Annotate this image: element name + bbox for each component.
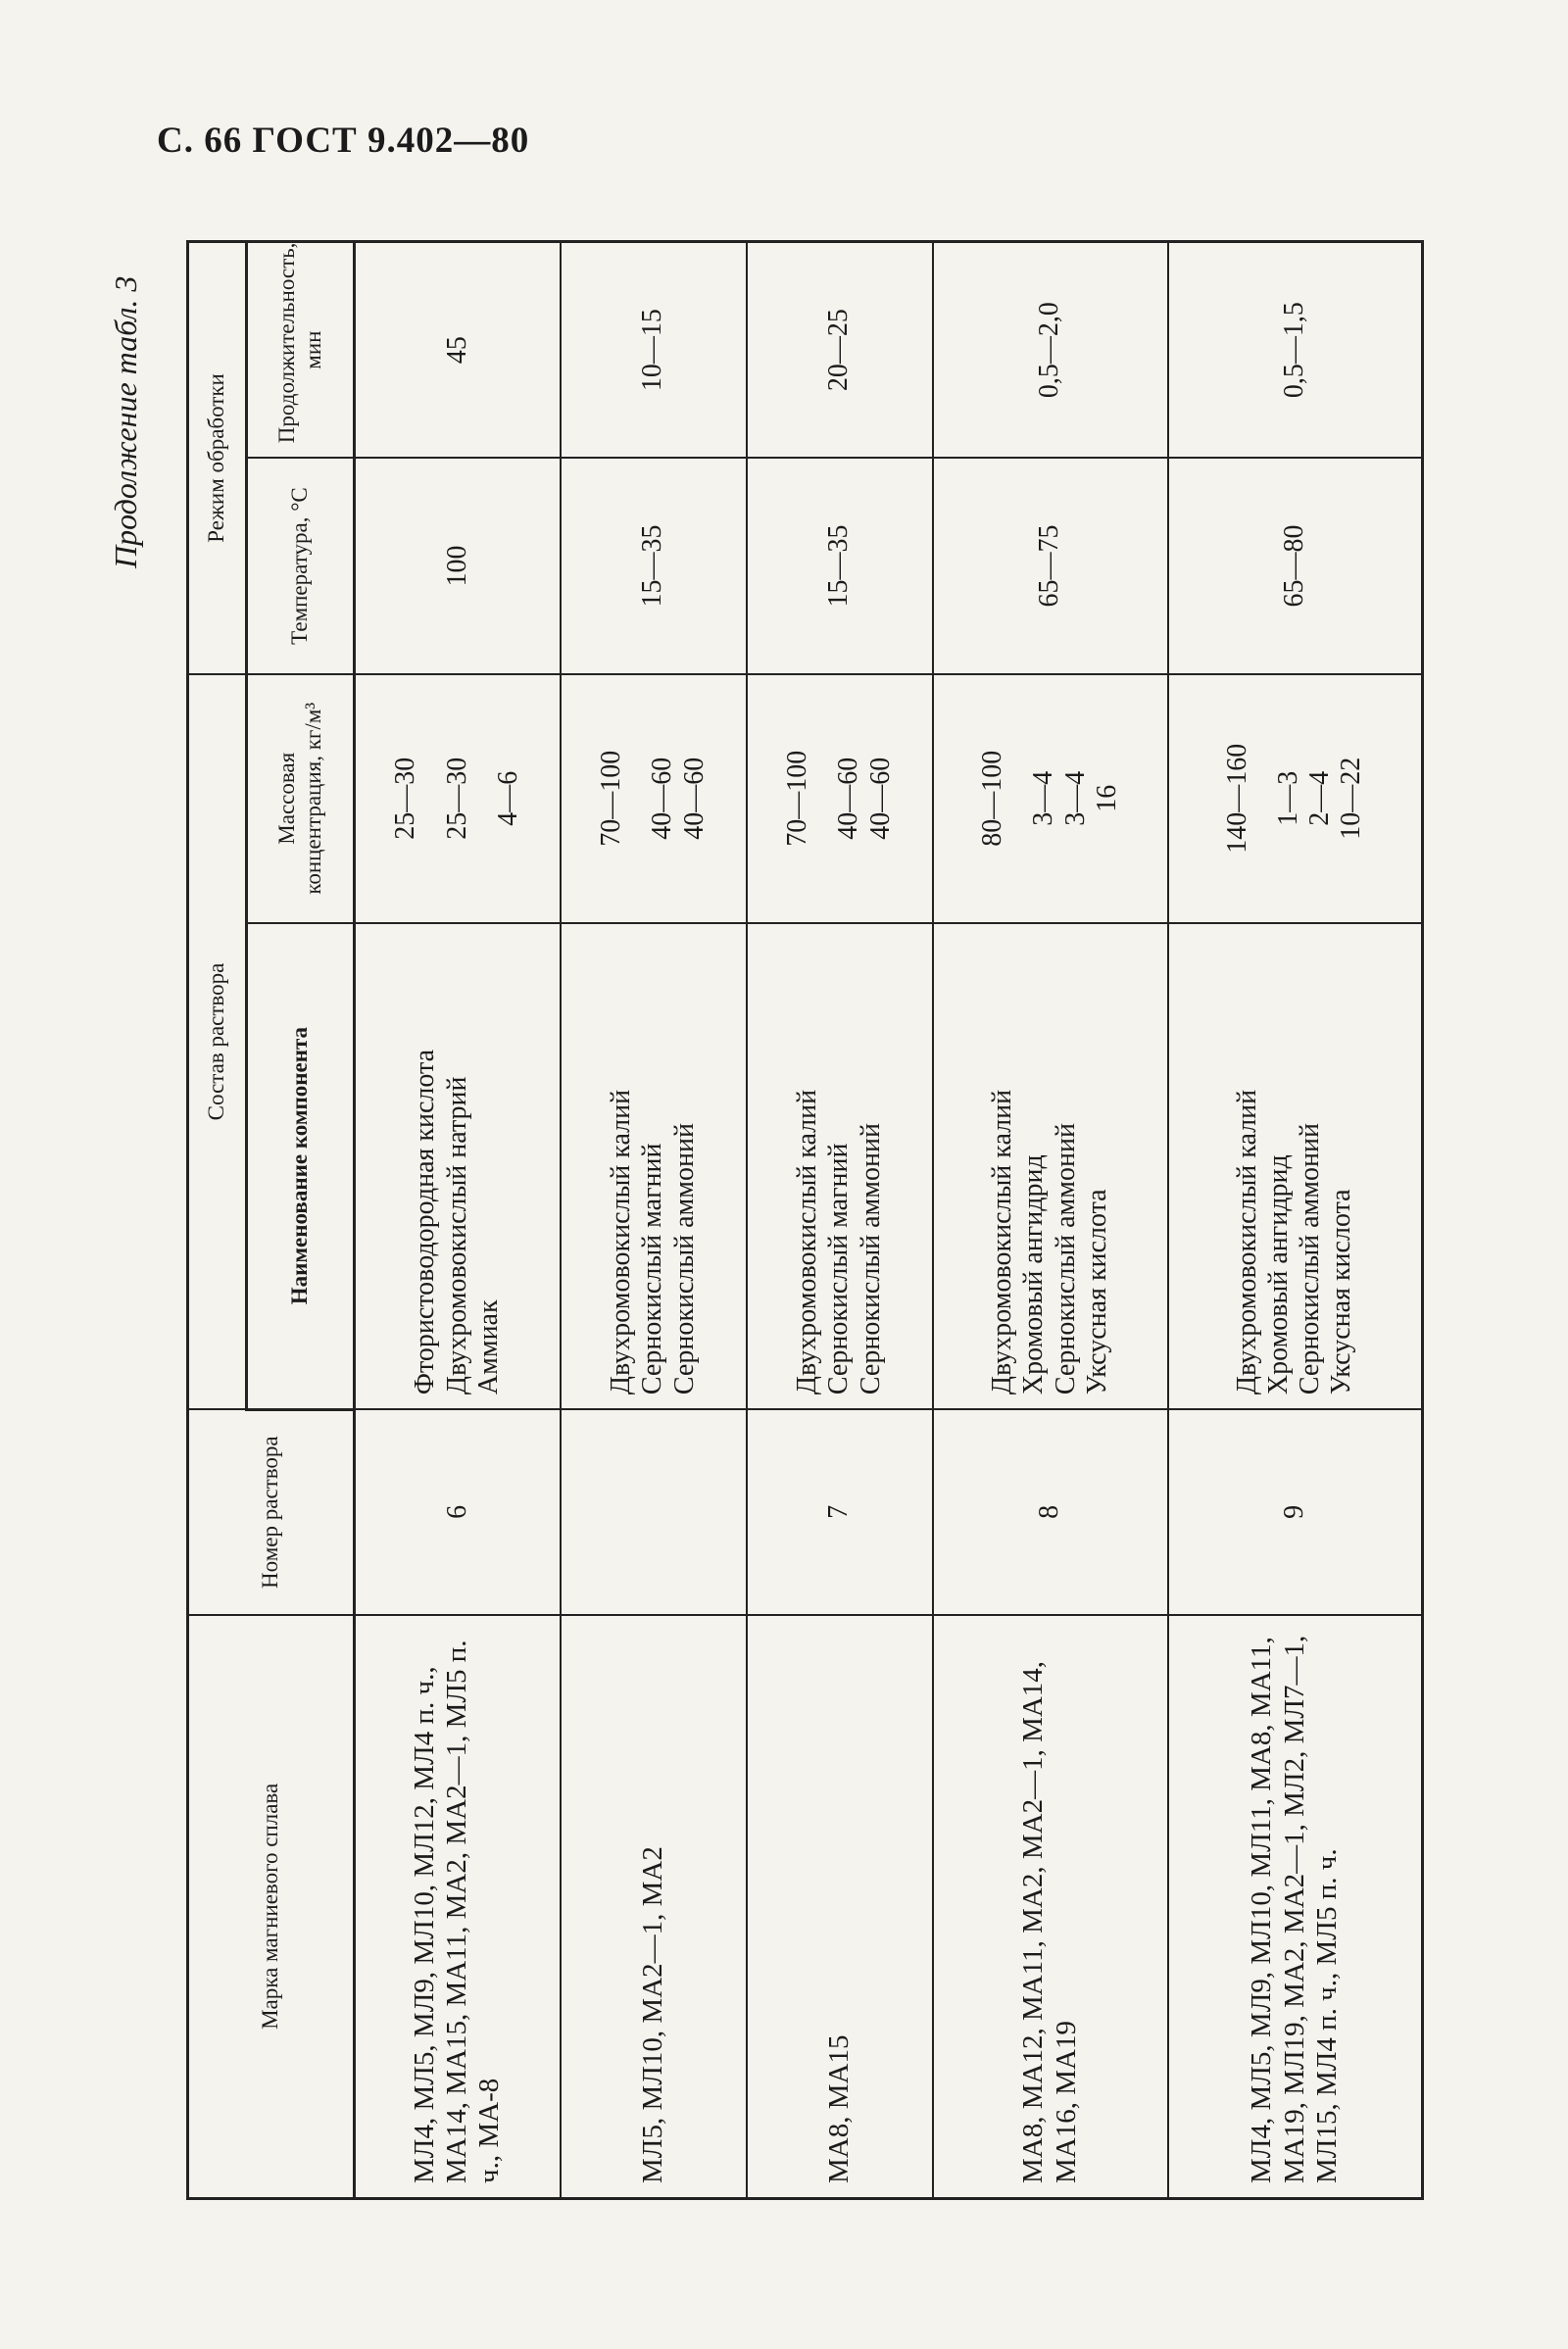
- alloy-cell: МА8, МА12, МА11, МА2, МА2—1, МА14, МА16, МА19: [933, 1615, 1168, 2199]
- concentration-item: 10—22: [1336, 757, 1367, 840]
- component-item: Двухромовокислый натрий: [441, 1076, 472, 1395]
- duration-cell: 0,5—2,0: [933, 242, 1168, 459]
- concentration-item: 40—60: [678, 757, 710, 840]
- component-item: Двухромовокислый калий: [987, 1089, 1018, 1395]
- table-row: [1168, 242, 1423, 2199]
- temperature-cell: 15—35: [747, 458, 933, 674]
- concentration-cell: [355, 674, 561, 923]
- concentration-item: 1—3: [1273, 770, 1304, 826]
- component-item: Уксусная кислота: [1081, 1189, 1112, 1395]
- component-item: Сернокислый магний: [823, 1143, 855, 1395]
- header-mode: Режим обработки: [188, 242, 247, 674]
- header-composition: Состав раствора: [188, 674, 247, 1409]
- header-temperature: Температура, °С: [247, 458, 355, 674]
- component-item: Двухромовокислый калий: [606, 1089, 637, 1395]
- table-caption: Продолжение табл. 3: [108, 275, 143, 568]
- component-item: Сернокислый аммоний: [1295, 1123, 1326, 1395]
- header-duration: Продолжительность, мин: [247, 242, 355, 459]
- temperature-cell: 15—35: [561, 458, 747, 674]
- alloy-cell: МЛ4, МЛ5, МЛ9, МЛ10, МЛ12, МЛ4 п. ч., МА14, МА15, МА11, МА2, МА2—1, МЛ5 п. ч., МА-8: [355, 1615, 561, 2199]
- component-item: Фтористоводородная кислота: [410, 1050, 441, 1395]
- solutions-table: [186, 240, 1424, 2200]
- concentration-item: 25—30: [390, 757, 421, 840]
- component-item: Аммиак: [472, 1299, 504, 1395]
- component-item: Двухромовокислый калий: [792, 1089, 823, 1395]
- component-item: Сернокислый аммоний: [1050, 1123, 1081, 1395]
- solution-number-cell: 7: [747, 1409, 933, 1615]
- header-concentration: Массовая концентрация, кг/м³: [247, 674, 355, 923]
- component-item: Хромовый ангидрид: [1018, 1154, 1050, 1395]
- rotated-table-wrapper: [186, 240, 1421, 2200]
- duration-cell: 20—25: [747, 242, 933, 459]
- solution-number-cell: 9: [1168, 1409, 1423, 1615]
- header-alloy: Марка магниевого сплава: [188, 1615, 355, 2199]
- component-item: Сернокислый магний: [637, 1143, 668, 1395]
- concentration-item: 3—4: [1059, 770, 1091, 826]
- solution-number-cell: 8: [933, 1409, 1168, 1615]
- concentration-cell: [933, 674, 1168, 923]
- table-row: [561, 242, 747, 2199]
- concentration-item: 80—100: [977, 750, 1008, 847]
- concentration-item: 16: [1091, 784, 1122, 812]
- component-item: Сернокислый аммоний: [668, 1123, 700, 1395]
- component-cell: [561, 923, 747, 1409]
- concentration-item: 40—60: [647, 757, 678, 840]
- table-row: [355, 242, 561, 2199]
- alloy-cell: МЛ4, МЛ5, МЛ9, МЛ10, МЛ11, МА8, МА11, МА19, МЛ19, МА2, МА2—1, МЛ2, МЛ7—1, МЛ15, МЛ4 п. ч., МЛ5 п. ч.: [1168, 1615, 1423, 2199]
- concentration-cell: [1168, 674, 1423, 923]
- page-header: С. 66 ГОСТ 9.402—80: [157, 121, 530, 161]
- concentration-item: 140—160: [1221, 743, 1252, 854]
- duration-cell: 0,5—1,5: [1168, 242, 1423, 459]
- temperature-cell: 65—75: [933, 458, 1168, 674]
- table-row: [747, 242, 933, 2199]
- concentration-item: 70—100: [596, 750, 627, 847]
- component-item: Хромовый ангидрид: [1263, 1154, 1295, 1395]
- header-number: Номер раствора: [188, 1409, 355, 1615]
- component-item: Уксусная кислота: [1326, 1189, 1357, 1395]
- duration-cell: 10—15: [561, 242, 747, 459]
- component-item: Двухромовокислый калий: [1231, 1089, 1262, 1395]
- component-cell: [355, 923, 561, 1409]
- solution-number-cell: 6: [355, 1409, 561, 1615]
- alloy-cell: МА8, МА15: [747, 1615, 933, 2199]
- component-cell: [1168, 923, 1423, 1409]
- component-cell: [747, 923, 933, 1409]
- component-item: Сернокислый аммоний: [855, 1123, 886, 1395]
- concentration-item: 40—60: [833, 757, 864, 840]
- concentration-item: 4—6: [492, 770, 523, 826]
- concentration-item: 40—60: [864, 757, 896, 840]
- alloy-cell: МЛ5, МЛ10, МА2—1, МА2: [561, 1615, 747, 2199]
- concentration-item: 25—30: [441, 757, 472, 840]
- table-row: [933, 242, 1168, 2199]
- component-cell: [933, 923, 1168, 1409]
- temperature-cell: 100: [355, 458, 561, 674]
- solution-number-cell: [561, 1409, 747, 1615]
- duration-cell: 45: [355, 242, 561, 459]
- concentration-item: 70—100: [782, 750, 813, 847]
- concentration-item: 3—4: [1028, 770, 1059, 826]
- concentration-cell: [561, 674, 747, 923]
- temperature-cell: 65—80: [1168, 458, 1423, 674]
- concentration-cell: [747, 674, 933, 923]
- header-component: Наименование компонента: [247, 923, 355, 1409]
- concentration-item: 2—4: [1304, 770, 1336, 826]
